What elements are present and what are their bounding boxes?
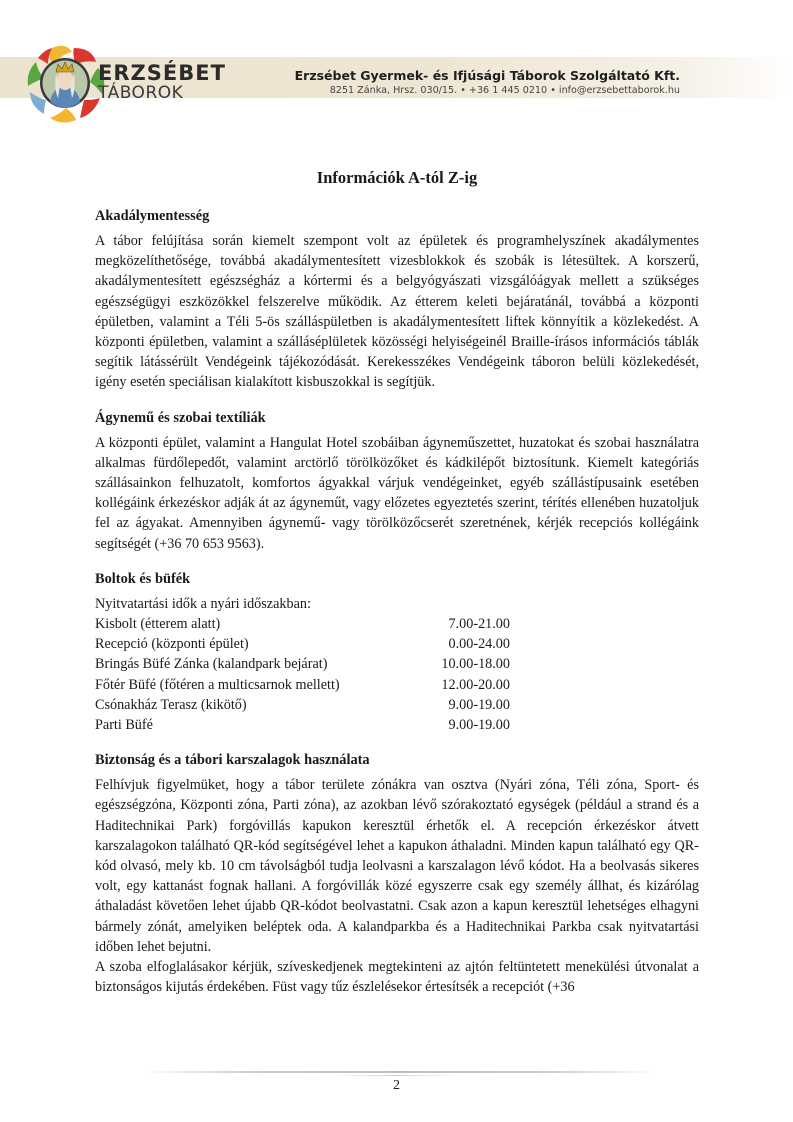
hours-time: 10.00-18.00: [441, 656, 510, 673]
hours-place: Csónakház Terasz (kikötő): [95, 696, 247, 713]
section-akadalymentesseg: [95, 206, 699, 393]
hours-time: 9.00-19.00: [448, 717, 510, 734]
hours-time: 0.00-24.00: [448, 636, 510, 653]
hours-row: [95, 654, 510, 674]
page-number: 2: [393, 1078, 400, 1093]
hours-row: [95, 675, 510, 695]
hours-row: [95, 634, 510, 654]
hours-row: [95, 614, 510, 634]
hours-place: Bringás Büfé Zánka (kalandpark bejárat): [95, 656, 328, 673]
footer-divider-accent: [330, 1075, 460, 1076]
company-info: [295, 68, 680, 97]
company-contact: 8251 Zánka, Hrsz. 030/15. • +36 1 445 0210 • info@erzsebettaborok.hu: [329, 85, 680, 96]
hours-place: Parti Büfé: [95, 717, 153, 734]
section-heading: Akadálymentesség: [95, 208, 210, 224]
section-heading: Ágynemű és szobai textíliák: [95, 409, 266, 426]
hours-time: 12.00-20.00: [441, 676, 510, 693]
footer-divider: [140, 1071, 660, 1073]
hours-intro: Nyitvatartási idők a nyári időszakban:: [95, 595, 311, 612]
hours-place: Recepció (központi épület): [95, 636, 249, 653]
paragraph: A központi épület, valamint a Hangulat Hotel szobáiban ágyneműszettet, huzatokat és szobai használatra alkalmas fürdőlepedőt, valamint arctörlő törölközőket és kádkilépőt biztosítunk. Kiemelt kategóriás szállásainkon felhuzatolt, komfortos ágyakkal várjuk vendégeinket, egyéb szállástípusaink esetében kollégáink érkezéskor adják át az ágyneműt, vagy előzetes egyeztetés szerint, térítés ellenében huzatoljuk fel az ágyakat. Amennyiben ágynemű- vagy törölközőcserét szeretnének, kérjék recepciós kollégáink segítségét (+36 70 653 9563).: [95, 434, 699, 552]
brand-line-1: ERZSÉBET: [98, 61, 226, 85]
section-biztonsag: [95, 750, 699, 997]
brand-wordmark: [98, 62, 226, 102]
section-agynemu: [95, 408, 699, 554]
hours-place: Főtér Büfé (főtéren a multicsarnok mellett): [95, 676, 340, 693]
hours-time: 7.00-21.00: [448, 616, 510, 633]
page-title: Információk A-tól Z-ig: [316, 168, 478, 187]
erzsebet-logo-icon: [22, 42, 108, 124]
hours-place: Kisbolt (étterem alatt): [95, 616, 221, 633]
hours-row: [95, 695, 510, 715]
document-body: [95, 168, 699, 1013]
paragraph: Felhívjuk figyelmüket, hogy a tábor területe zónákra van osztva (Nyári zóna, Téli zóna, Sport- és egészségzóna, Központi zóna, Parti zóna), az azokban lévő szórakoztató egységek (például a strand és a Haditechnikai Park) forgóvillás kapukon keresztül érhetők el. A recepción érkezéskor átvett karszalagokon található QR-kód segítségével lehet a kapukon áthaladni. Minden kapun található egy QR-kód olvasó, mely kb. 10 cm távolságból tudja leolvasni a karszalagon lévő kódot. Ha a beolvasás sikeres volt, egy kattanást fognak hallani. A forgóvillák közé egyszerre csak egy személy állhat, és kizárólag áthaladást követően lehet újabb QR-kódot beolvastatni. Csak azon a kapun keresztül lehetséges elhagyni bármely zónát, amelyiken beléptek oda. A kalandparkba és a Haditechnikai Parkba csak nyitvatartási időben lehet bejutni.: [95, 777, 699, 955]
section-heading: Biztonság és a tábori karszalagok használata: [95, 752, 370, 769]
brand-line-2: TÁBOROK: [98, 83, 184, 103]
company-name: Erzsébet Gyermek- és Ifjúsági Táborok Szolgáltató Kft.: [294, 68, 680, 83]
paragraph: A szoba elfoglalásakor kérjük, szíveskedjenek megtekinteni az ajtón feltüntetett menekülési útvonalat a biztonságos kijutás érdekében. Füst vagy tűz észlelésekor értesítsék a recepciót (+36: [95, 959, 699, 996]
section-heading: Boltok és büfék: [95, 570, 191, 587]
hours-row: [95, 715, 510, 735]
section-boltok-es-bufek: [95, 569, 699, 735]
paragraph: A tábor felújítása során kiemelt szempont volt az épületek és programhelyszínek akadálymentes megközelíthetősége, továbbá akadálymentesített vizesblokkok és szobák is létesültek. A korszerű, akadálymentesített egészségház a kórtermi és a belgyógyászati vizsgálóágyak mellett a szükséges egészségügyi eszközökkel felszerelve működik. Az étterem keleti bejáratánál, továbbá a központi épületben, valamint a Téli 5-ös szálláspületben is akadálymentesített liftek könnyítik a közlekedést. A központi épületben, valamint a szálláséplületek közösségi helyiségeinél Braille-írásos információs táblák segítik látássérült Vendégeink tájékozódását. Kerekesszékes Vendégeink táboron belüli közlekedését, igény esetén speciálisan kialakított kisbuszokkal is segítjük.: [95, 233, 699, 391]
hours-time: 9.00-19.00: [448, 696, 510, 713]
